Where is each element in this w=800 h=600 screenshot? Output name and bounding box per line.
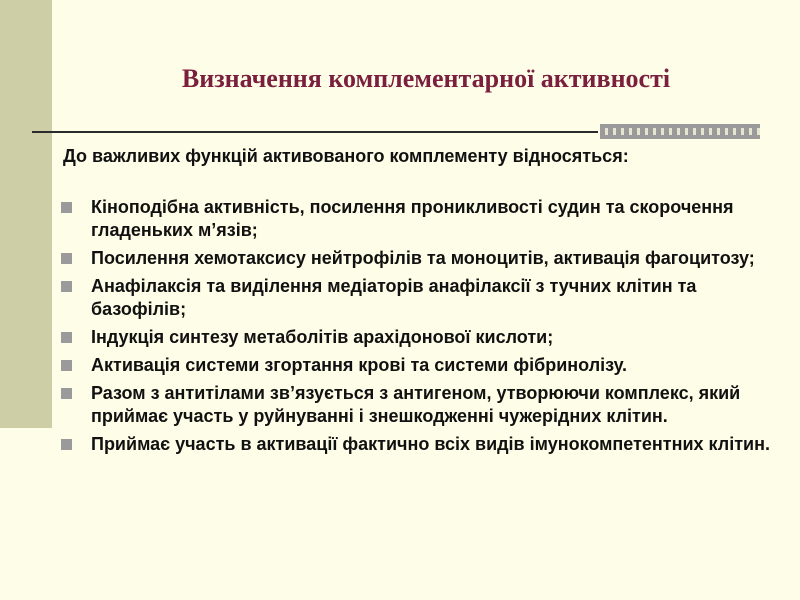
list-item-text: Активація системи згортання крові та системи фібринолізу. — [91, 355, 628, 375]
square-bullet-icon — [61, 281, 72, 292]
title-divider — [32, 131, 598, 133]
intro-text: До важливих функцій активованого комплементу відносяться: — [63, 146, 629, 166]
list-item-text: Індукція синтезу метаболітів арахідонової кислоти; — [91, 327, 554, 347]
list-item-text: Кіноподібна активність, посилення проникливості судин та скорочення гладеньких м’язів; — [91, 197, 734, 240]
square-bullet-icon — [61, 360, 72, 371]
list-item — [61, 326, 776, 349]
checker-decor-bar — [600, 124, 760, 139]
slide-body — [61, 145, 776, 461]
square-bullet-icon — [61, 388, 72, 399]
list-item-text: Разом з антитілами зв’язується з антигеном, утворюючи комплекс, який приймає участь у руйнуванні і знешкодженні чужерідних клітин. — [91, 383, 741, 426]
square-bullet-icon — [61, 439, 72, 450]
list-item — [61, 354, 776, 377]
list-item — [61, 433, 776, 456]
side-decor-band — [0, 0, 52, 428]
slide-title: Визначення комплементарної активності — [181, 64, 671, 93]
square-bullet-icon — [61, 253, 72, 264]
list-item-text: Анафілаксія та виділення медіаторів анафілаксії з тучних клітин та базофілів; — [91, 276, 697, 319]
list-item — [61, 275, 776, 321]
list-item — [61, 247, 776, 270]
square-bullet-icon — [61, 332, 72, 343]
bullet-list — [61, 196, 776, 456]
square-bullet-icon — [61, 202, 72, 213]
list-item — [61, 382, 776, 428]
list-item — [61, 196, 776, 242]
list-item-text: Приймає участь в активації фактично всіх видів імунокомпетентних клітин. — [91, 434, 770, 454]
list-item-text: Посилення хемотаксису нейтрофілів та моноцитів, активація фагоцитозу; — [91, 248, 755, 268]
